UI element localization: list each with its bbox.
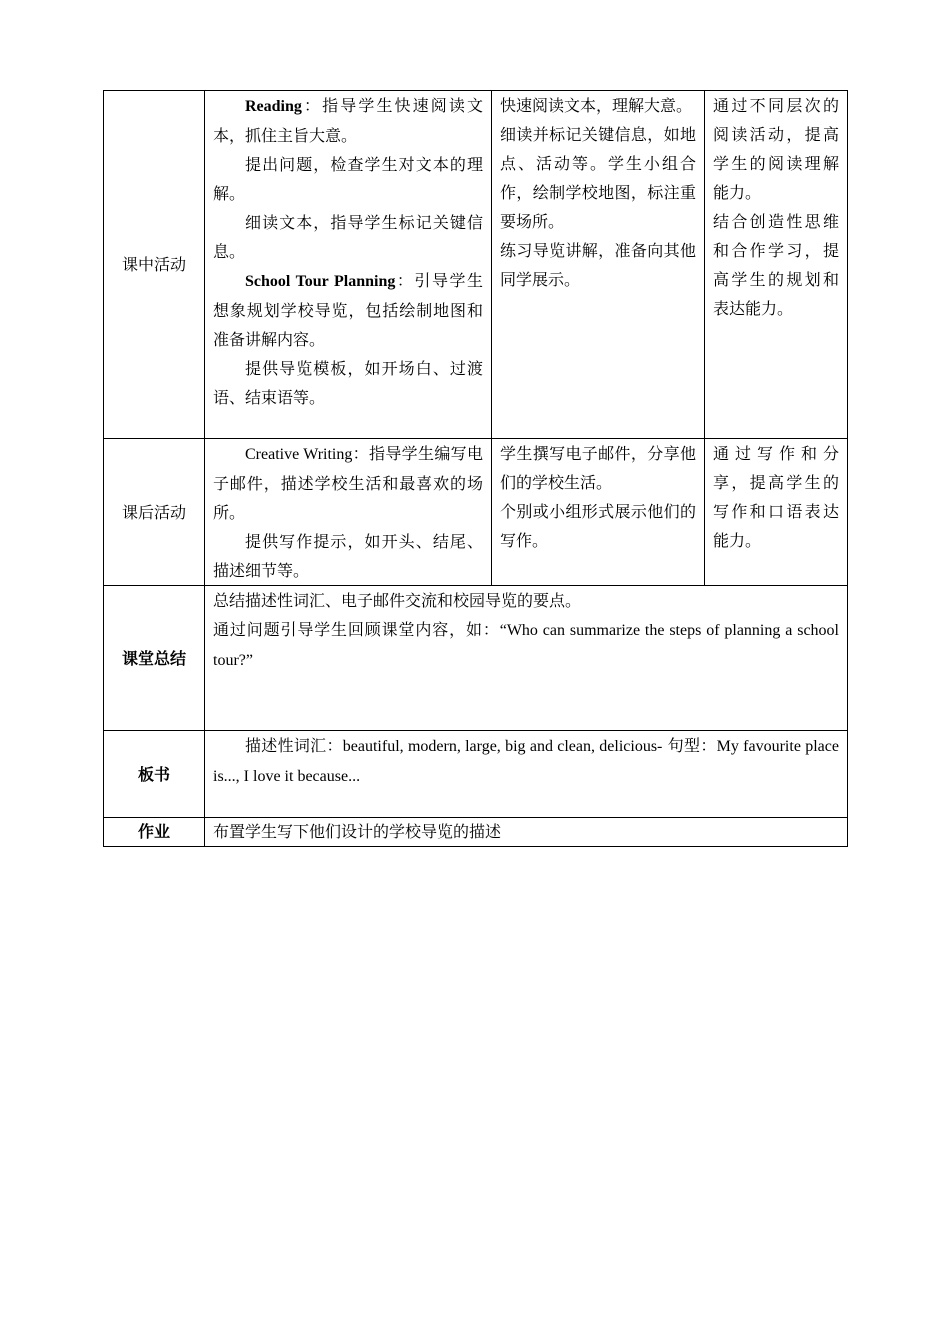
in-class-row <box>104 91 848 439</box>
summary-row <box>104 586 848 731</box>
in-class-label: 课中活动 <box>104 91 205 439</box>
summary-cell <box>205 586 848 731</box>
student-paragraph: 快速阅读文本，理解大意。 <box>500 96 693 115</box>
summary-label: 课堂总结 <box>104 586 205 731</box>
design-paragraph: 通过写作和分享，提高学生的写作和口语表达能力。 <box>713 444 839 550</box>
board-cell <box>205 731 848 818</box>
in-class-student-cell <box>492 91 705 439</box>
after-class-student-cell <box>492 439 705 586</box>
in-class-design-cell <box>705 91 848 439</box>
student-paragraph: 个别或小组形式展示他们的写作。 <box>500 502 696 550</box>
board-label: 板书 <box>104 731 205 818</box>
board-content: 描述性词汇：beautiful, modern, large, big and clean, delicious- 句型：My favourite place is..., I love it because... <box>213 736 839 785</box>
design-paragraph: 通过不同层次的阅读活动，提高学生的阅读理解能力。 <box>713 96 839 202</box>
teacher-paragraph: Creative Writing：指导学生编写电子邮件，描述学校生活和最喜欢的场所。 <box>213 444 483 522</box>
after-class-label: 课后活动 <box>104 439 205 586</box>
in-class-teacher-cell <box>205 91 492 439</box>
student-paragraph: 练习导览讲解，准备向其他同学展示。 <box>500 241 696 289</box>
summary-question: 通过问题引导学生回顾课堂内容，如：“Who can summarize the steps of planning a school tour?” <box>213 620 839 669</box>
summary-paragraph: 总结描述性词汇、电子邮件交流和校园导览的要点。 <box>213 591 582 610</box>
board-row <box>104 731 848 818</box>
lesson-plan-table <box>103 90 848 847</box>
homework-cell: 布置学生写下他们设计的学校导览的描述 <box>205 818 848 847</box>
design-paragraph: 结合创造性思维和合作学习，提高学生的规划和表达能力。 <box>713 212 839 318</box>
teacher-paragraph: Reading：指导学生快速阅读文本，抓住主旨大意。 <box>213 96 483 145</box>
teacher-paragraph: 细读文本，指导学生标记关键信息。 <box>213 213 483 261</box>
homework-label: 作业 <box>104 818 205 847</box>
student-paragraph: 细读并标记关键信息，如地点、活动等。学生小组合作，绘制学校地图，标注重要场所。 <box>500 125 696 231</box>
after-class-row <box>104 439 848 586</box>
after-class-teacher-cell <box>205 439 492 586</box>
teacher-paragraph: 提供导览模板，如开场白、过渡语、结束语等。 <box>213 359 483 407</box>
student-paragraph: 学生撰写电子邮件，分享他们的学校生活。 <box>500 444 696 492</box>
teacher-paragraph: School Tour Planning：引导学生想象规划学校导览，包括绘制地图和准备讲解内容。 <box>213 271 483 349</box>
homework-row <box>104 818 848 847</box>
teacher-paragraph: 提供写作提示，如开头、结尾、描述细节等。 <box>213 532 483 580</box>
teacher-paragraph: 提出问题，检查学生对文本的理解。 <box>213 155 483 203</box>
after-class-design-cell <box>705 439 848 586</box>
